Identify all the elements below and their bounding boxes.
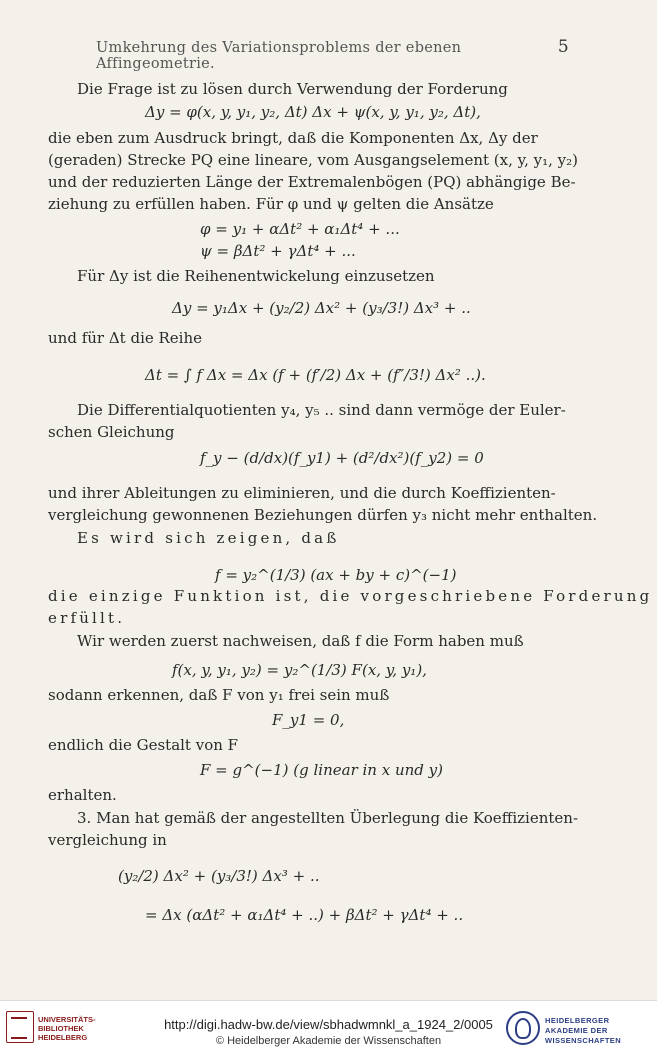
paragraph-line: 3. Man hat gemäß der angestellten Überlegung die Koeffizienten-: [77, 809, 579, 827]
equation: f = y₂^(1/3) (ax + by + c)^(−1): [215, 566, 457, 584]
paragraph-line: erhalten.: [48, 786, 117, 804]
copyright-notice: © Heidelberger Akademie der Wissenschaften: [215, 1035, 442, 1047]
paragraph-line: sodann erkennen, daß F von y₁ frei sein muß: [48, 686, 390, 704]
equation: = Δx (αΔt² + α₁Δt⁴ + ..) + βΔt² + γΔt⁴ + ..: [145, 906, 464, 924]
equation: (y₂/2) Δx² + (y₃/3!) Δx³ + ..: [118, 867, 320, 885]
paragraph-line: und ihrer Ableitungen zu eliminieren, und die durch Koeffizienten-: [48, 484, 556, 502]
equation: φ = y₁ + αΔt² + α₁Δt⁴ + ...: [200, 220, 400, 238]
academy-logo-icon: [506, 1011, 540, 1045]
paragraph-line: Für Δy ist die Reihenentwickelung einzusetzen: [77, 267, 435, 285]
paragraph-line: Es wird sich zeigen, daß: [77, 529, 340, 547]
paragraph-line: und für Δt die Reihe: [48, 329, 203, 347]
paragraph-line: ziehung zu erfüllen haben. Für φ und ψ gelten die Ansätze: [48, 195, 494, 213]
paragraph-line: die eben zum Ausdruck bringt, daß die Komponenten Δx, Δy der: [48, 129, 538, 147]
paragraph-line: erfüllt.: [48, 609, 126, 627]
paragraph-line: Wir werden zuerst nachweisen, daß f die Form haben muß: [77, 632, 524, 650]
running-header: [96, 37, 569, 72]
equation: f_y − (d/dx)(f_y1) + (d²/dx²)(f_y2) = 0: [200, 449, 484, 467]
page-number: 5: [557, 37, 569, 57]
paragraph-line: die einzige Funktion ist, die vorgeschriebene Forderung: [48, 587, 653, 605]
paragraph-line: endlich die Gestalt von F: [48, 736, 239, 754]
paragraph-line: und der reduzierten Länge der Extremalenbögen (PQ) abhängige Be-: [48, 173, 576, 191]
source-url-link[interactable]: http://digi.hadw-bw.de/view/sbhadwmnkl_a_1924_2/0005: [164, 1017, 493, 1032]
equation: Δt = ∫ f Δx = Δx (f + (f′/2) Δx + (f″/3!) Δx² ..).: [145, 366, 486, 384]
library-name: UNIVERSITÄTS- BIBLIOTHEK HEIDELBERG: [38, 1015, 96, 1042]
equation: F = g^(−1) (g linear in x und y): [200, 761, 443, 779]
paragraph-line: Die Differentialquotienten y₄, y₅ .. sind dann vermöge der Euler-: [77, 401, 566, 419]
equation: Δy = φ(x, y, y₁, y₂, Δt) Δx + ψ(x, y, y₁, y₂, Δt),: [145, 103, 481, 121]
paragraph-line: Die Frage ist zu lösen durch Verwendung der Forderung: [77, 80, 508, 98]
paragraph-line: vergleichung gewonnenen Beziehungen dürfen y₃ nicht mehr enthalten.: [48, 506, 598, 524]
equation: f(x, y, y₁, y₂) = y₂^(1/3) F(x, y, y₁),: [172, 661, 427, 679]
running-title: Umkehrung des Variationsproblems der ebenen Affingeometrie.: [96, 40, 462, 72]
paragraph-line: (geraden) Strecke PQ eine lineare, vom Ausgangselement (x, y, y₁, y₂): [48, 151, 579, 169]
academy-name: HEIDELBERGER AKADEMIE DER WISSENSCHAFTEN: [545, 1016, 622, 1045]
paragraph-line: schen Gleichung: [48, 423, 175, 441]
viewer-footer: [0, 1000, 657, 1054]
equation: Δy = y₁Δx + (y₂/2) Δx² + (y₃/3!) Δx³ + ..: [172, 299, 471, 317]
equation: ψ = βΔt² + γΔt⁴ + ...: [200, 242, 356, 260]
paragraph-line: vergleichung in: [48, 831, 167, 849]
equation: F_y1 = 0,: [272, 711, 345, 729]
